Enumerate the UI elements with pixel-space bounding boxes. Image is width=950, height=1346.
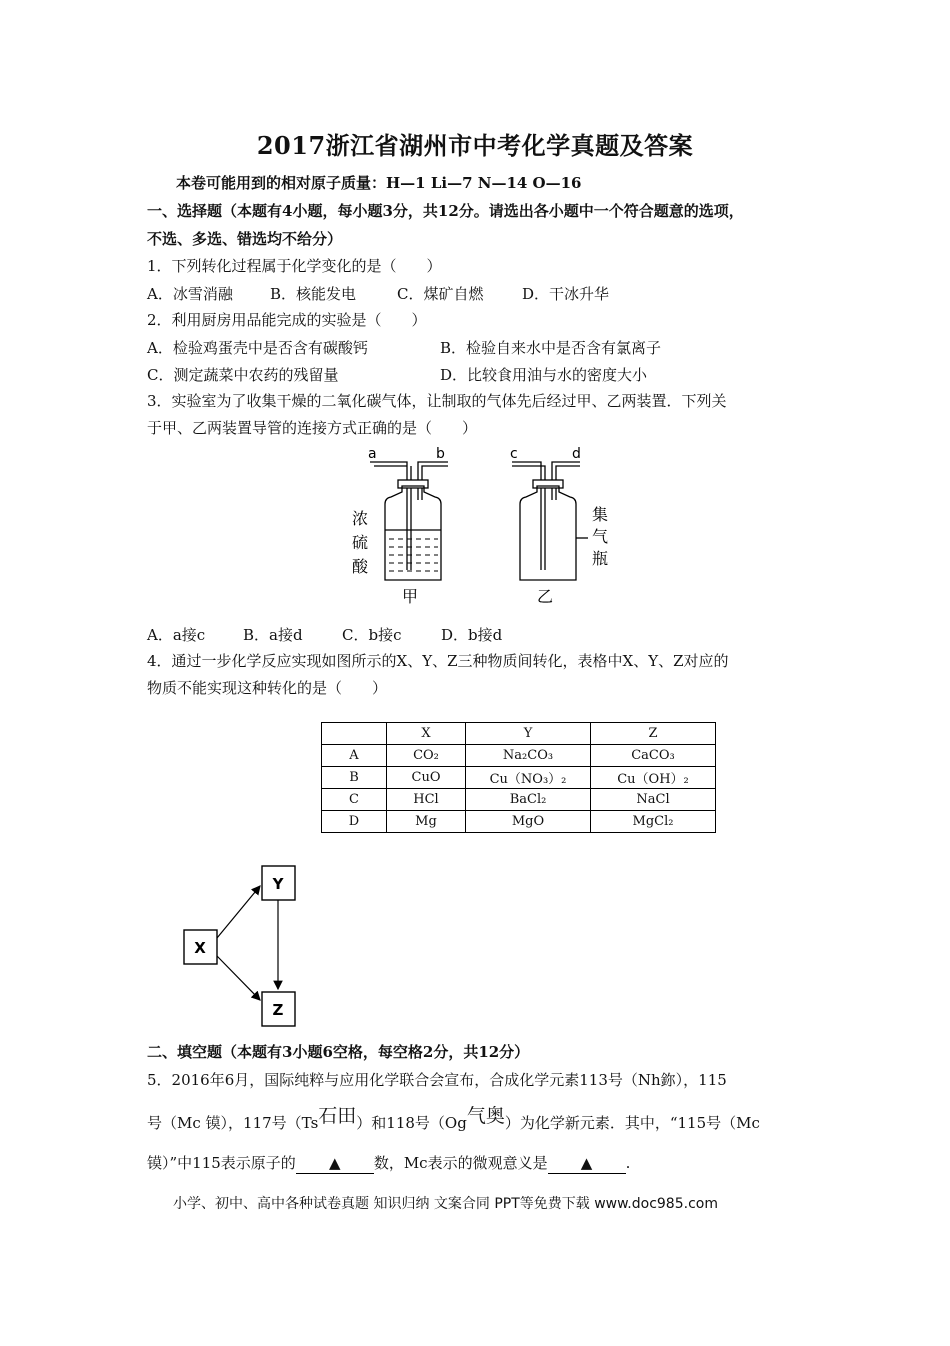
q5-line3-part-b: 数，Mc表示的微观意义是 — [373, 1154, 548, 1172]
label-x: X — [194, 939, 206, 957]
q2-option-a: A．检验鸡蛋壳中是否含有碳酸钙 — [147, 339, 368, 357]
q3-stem-line2: 于甲、乙两装置导管的连接方式正确的是（ ） — [147, 419, 478, 437]
table-row — [322, 767, 716, 789]
acid-liquid — [389, 539, 438, 571]
q4-stem-line2: 物质不能实现这种转化的是（ ） — [147, 679, 388, 697]
bottle-yi — [512, 462, 588, 580]
q1-stem: 1．下列转化过程属于化学变化的是（ ） — [147, 257, 442, 275]
table-row — [322, 811, 716, 833]
port-a-label: a — [368, 446, 377, 462]
caption-jia: 甲 — [402, 587, 419, 606]
q5-line2 — [147, 1105, 760, 1133]
caption-yi: 乙 — [537, 587, 554, 606]
port-d-label: d — [572, 446, 581, 462]
answer-blank-1[interactable]: ▲ — [296, 1153, 374, 1174]
q2-option-c: C．测定蔬菜中农药的残留量 — [147, 366, 339, 384]
arrow-x-to-z — [217, 956, 260, 1000]
acid-label-2: 硫 — [352, 533, 369, 552]
table-header-row — [322, 723, 716, 745]
q5-line2-part-a: 号（Mc 镆），117号（Ts — [147, 1114, 319, 1132]
section1-heading-line1: 一、选择题（本题有4小题，每小题3分，共12分。请选出各小题中一个符合题意的选项， — [147, 202, 744, 220]
gas-bottle-figure — [340, 442, 630, 610]
bottle-label-1: 集 — [592, 505, 609, 524]
table-cell: CuO — [387, 767, 466, 789]
q4-table — [321, 722, 716, 833]
q3-option-a: A．a接c — [147, 626, 206, 644]
table-header — [322, 723, 387, 745]
table-cell: B — [322, 767, 387, 789]
table-cell: A — [322, 745, 387, 767]
q3-option-c: C．b接c — [342, 626, 402, 644]
og-element-glyph: 气奥 — [466, 1105, 505, 1127]
answer-blank-2[interactable]: ▲ — [548, 1153, 626, 1174]
arrow-x-to-y — [217, 886, 260, 938]
table-header: Y — [466, 723, 591, 745]
q1-option-d: D．干冰升华 — [522, 285, 610, 303]
q4-stem-line1: 4．通过一步化学反应实现如图所示的X、Y、Z三种物质间转化，表格中X、Y、Z对应的 — [147, 652, 729, 670]
table-cell: C — [322, 789, 387, 811]
xyz-transform-diagram — [180, 862, 310, 1032]
section1-heading-line2: 不选、多选、错选均不给分） — [147, 230, 343, 248]
q3-option-b: B．a接d — [243, 626, 303, 644]
bottle-label-3: 瓶 — [592, 549, 609, 568]
table-cell: MgO — [466, 811, 591, 833]
acid-label-1: 浓 — [352, 509, 369, 528]
q1-option-c: C．煤矿自燃 — [397, 285, 484, 303]
table-cell: Cu（NO₃）₂ — [466, 767, 591, 789]
port-c-label: c — [510, 446, 518, 462]
port-b-label: b — [436, 446, 445, 462]
table-cell: NaCl — [591, 789, 716, 811]
ts-element-glyph: 石田 — [318, 1105, 357, 1127]
table-cell: Mg — [387, 811, 466, 833]
table-row — [322, 745, 716, 767]
q2-option-b: B．检验自来水中是否含有氯离子 — [440, 339, 662, 357]
table-header: Z — [591, 723, 716, 745]
q5-line3 — [147, 1153, 630, 1174]
section2-heading: 二、填空题（本题有3小题6空格，每空格2分，共12分） — [147, 1043, 530, 1061]
q1-option-b: B．核能发电 — [270, 285, 357, 303]
table-cell: MgCl₂ — [591, 811, 716, 833]
page-title: 2017浙江省湖州市中考化学真题及答案 — [256, 131, 694, 160]
q2-option-d: D．比较食用油与水的密度大小 — [440, 366, 648, 384]
table-header: X — [387, 723, 466, 745]
q5-line2-part-c: ）为化学新元素．其中，“115号（Mc — [504, 1114, 760, 1132]
table-cell: HCl — [387, 789, 466, 811]
label-y: Y — [272, 875, 284, 893]
q5-line2-part-b: ）和118号（Og — [356, 1114, 467, 1132]
q3-stem-line1: 3．实验室为了收集干燥的二氧化碳气体，让制取的气体先后经过甲、乙两装置．下列关 — [147, 392, 727, 410]
q1-option-a: A．冰雪消融 — [147, 285, 233, 303]
q3-option-d: D．b接d — [441, 626, 503, 644]
atomic-masses-note: 本卷可能用到的相对原子质量：H—1 Li—7 N—14 O—16 — [176, 174, 582, 192]
table-cell: Cu（OH）₂ — [591, 767, 716, 789]
bottle-jia — [370, 462, 448, 580]
table-cell: CaCO₃ — [591, 745, 716, 767]
table-cell: CO₂ — [387, 745, 466, 767]
q2-stem: 2．利用厨房用品能完成的实验是（ ） — [147, 311, 427, 329]
acid-label-3: 酸 — [352, 557, 369, 576]
table-row — [322, 789, 716, 811]
q5-line1: 5．2016年6月，国际纯粹与应用化学联合会宣布，合成化学元素113号（Nh鉨），115 — [147, 1071, 727, 1089]
q5-line3-part-c: . — [625, 1154, 631, 1172]
label-z: Z — [272, 1001, 284, 1019]
bottle-label-2: 气 — [592, 527, 609, 546]
table-cell: D — [322, 811, 387, 833]
table-cell: Na₂CO₃ — [466, 745, 591, 767]
footer-text: 小学、初中、高中各种试卷真题 知识归纳 文案合同 PPT等免费下载 www.doc985.com — [173, 1196, 718, 1212]
q5-line3-part-a: 镆）”中115表示原子的 — [147, 1154, 296, 1172]
table-cell: BaCl₂ — [466, 789, 591, 811]
